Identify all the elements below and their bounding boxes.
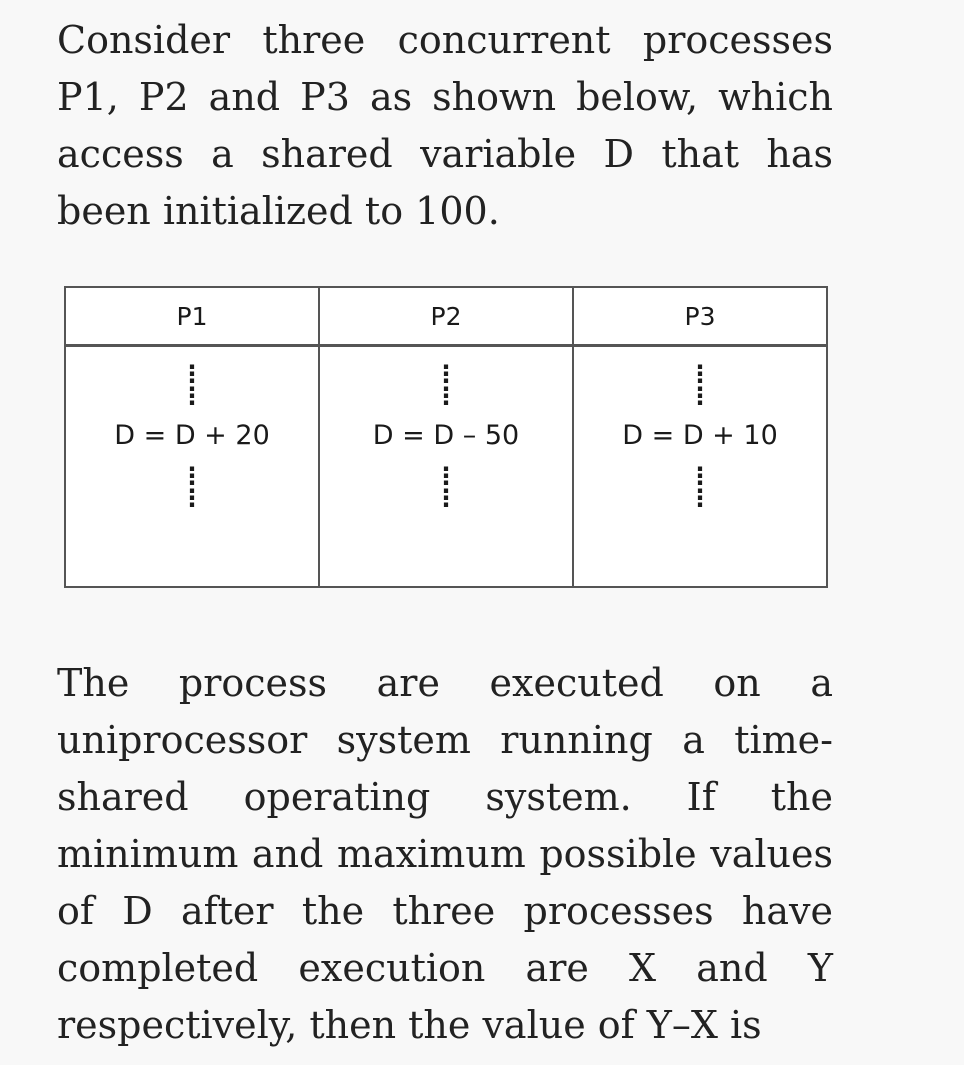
ellipsis-top: ⋮	[688, 360, 712, 388]
ellipsis-bottom: ⋮	[180, 484, 204, 512]
question-paragraph: The process are executed on a uniprocessor system running a time-shared operating system. If the minimum and maximum possible values of D after the three processes have completed execution are X and Y respectively, then the value of Y–X is	[57, 661, 833, 1047]
p2-cell	[319, 346, 573, 588]
ellipsis-top: ⋮	[434, 360, 458, 388]
ellipsis-top: ⋮	[180, 382, 204, 410]
p1-cell	[65, 346, 319, 588]
ellipsis-top: ⋮	[180, 360, 204, 388]
process-table-figure	[64, 286, 828, 588]
ellipsis-bottom: ⋮	[688, 484, 712, 512]
p3-statement: D = D + 10	[622, 420, 778, 451]
p3-cell	[573, 346, 827, 588]
ellipsis-bottom: ⋮	[434, 462, 458, 490]
intro-paragraph: Consider three concurrent processes P1, P2 and P3 as shown below, which access a shared variable D that has been initialized to 100.	[57, 18, 833, 233]
process-table	[64, 286, 828, 588]
table-header-row	[65, 287, 827, 346]
p1-statement: D = D + 20	[114, 420, 270, 451]
table-body-row	[65, 346, 827, 588]
header-p2: P2	[319, 287, 573, 346]
ellipsis-bottom: ⋮	[180, 462, 204, 490]
p2-statement: D = D – 50	[372, 420, 520, 451]
ellipsis-bottom: ⋮	[434, 484, 458, 512]
ellipsis-top: ⋮	[434, 382, 458, 410]
ellipsis-bottom: ⋮	[688, 462, 712, 490]
header-p3: P3	[573, 287, 827, 346]
ellipsis-top: ⋮	[688, 382, 712, 410]
header-p1: P1	[65, 287, 319, 346]
